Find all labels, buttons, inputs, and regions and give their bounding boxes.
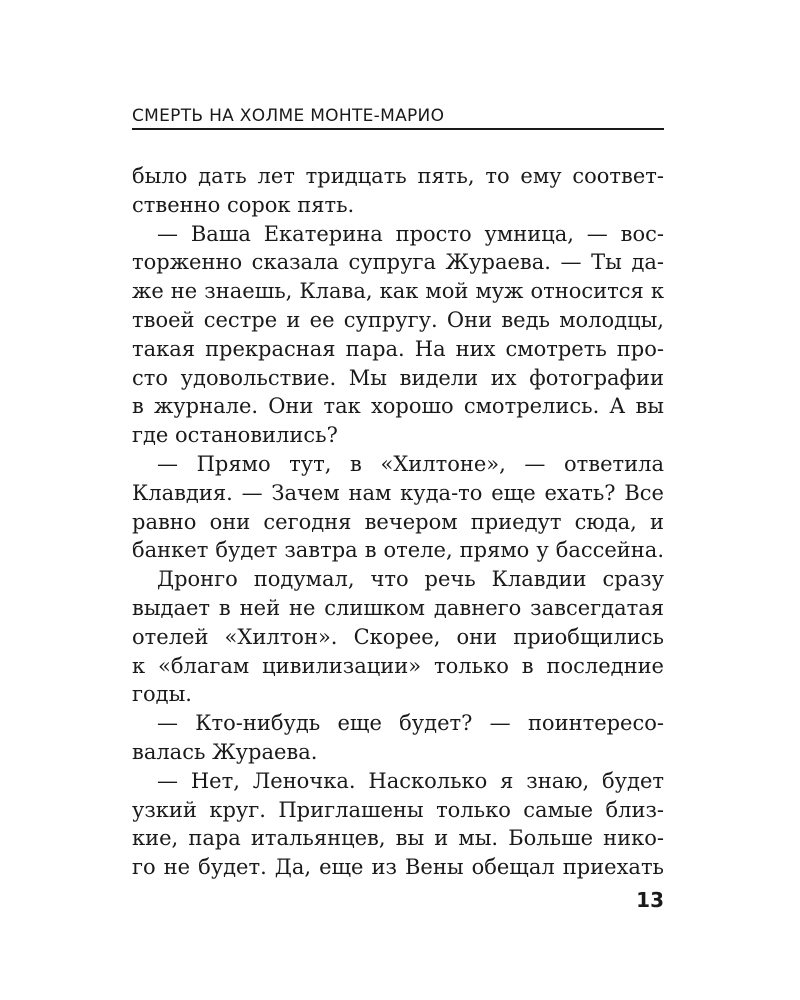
text-line: к «благам цивилизации» только в последние [132, 653, 664, 678]
running-head [132, 103, 664, 130]
text-line: валась Жураева. [132, 739, 318, 764]
body-text [132, 162, 664, 882]
text-line: — Нет, Леночка. Насколько я знаю, будет [157, 768, 664, 793]
text-line: банкет будет завтра в отеле, прямо у бассейна. [132, 538, 664, 563]
text-line: было дать лет тридцать пять, то ему соответ- [132, 164, 664, 188]
text-line: Дронго подумал, что речь Клавдии сразу [157, 567, 664, 592]
text-line: — Кто-нибудь еще будет? — поинтересо- [157, 711, 664, 736]
text-line: же не знаешь, Клава, как мой муж относится к [132, 279, 664, 304]
text-line: выдает в ней не слишком давнего завсегдатая [132, 595, 664, 620]
text-line: кие, пара итальянцев, вы и мы. Больше нико- [132, 826, 664, 851]
text-line: отелей «Хилтон». Скорее, они приобщились [132, 624, 664, 649]
text-line: сто удовольствие. Мы видели их фотографии [132, 365, 664, 390]
running-head-title: СМЕРТЬ НА ХОЛМЕ МОНТЕ-МАРИО [132, 106, 445, 126]
text-line: — Прямо тут, в «Хилтоне», — ответила [157, 451, 664, 476]
text-line: твоей сестре и ее супругу. Они ведь молодцы, [132, 307, 664, 332]
text-line: годы. [132, 682, 192, 707]
text-line: равно они сегодня вечером приедут сюда, и [132, 509, 664, 534]
text-line: торженно сказала супруга Жураева. — Ты да- [132, 250, 664, 275]
text-line: такая прекрасная пара. На них смотреть про- [132, 336, 664, 361]
text-line: — Ваша Екатерина просто умница, — вос- [157, 221, 664, 246]
text-line: узкий круг. Приглашены только самые близ- [132, 797, 664, 822]
page-number: 13 [636, 888, 664, 912]
text-line: в журнале. Они так хорошо смотрелись. А вы [132, 394, 664, 419]
text-line: го не будет. Да, еще из Вены обещал приехать [132, 855, 664, 880]
text-line: где остановились? [132, 423, 338, 448]
text-line: Клавдия. — Зачем нам куда-то еще ехать? Все [132, 480, 664, 505]
text-line: ственно сорок пять. [132, 192, 355, 217]
